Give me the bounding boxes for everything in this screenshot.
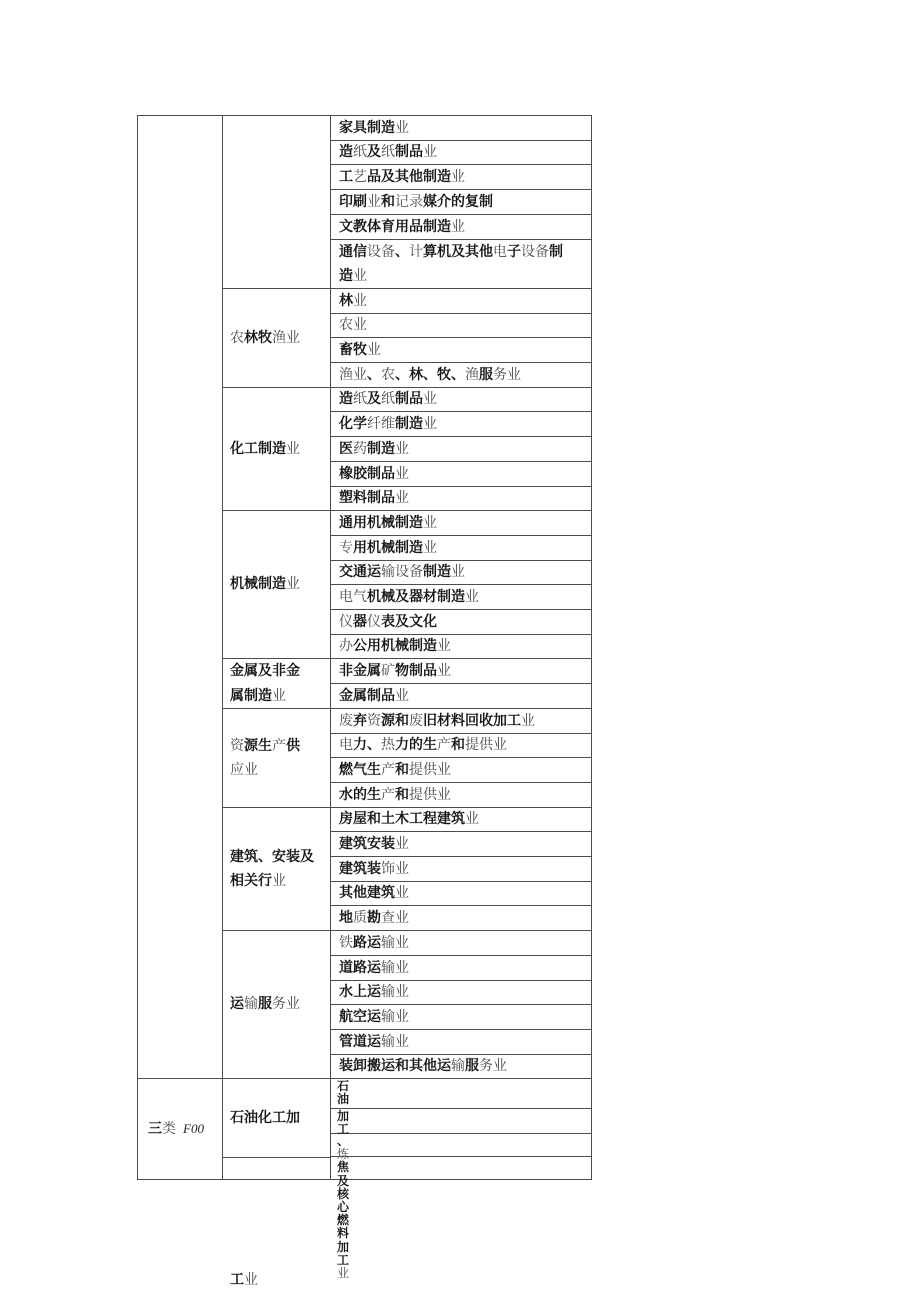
industry-cell bbox=[331, 956, 591, 981]
light-text-run: 输业 bbox=[381, 959, 409, 976]
light-text-run: 务业 bbox=[493, 366, 521, 383]
bold-text-run: 房屋和土木工程建筑 bbox=[339, 811, 465, 828]
text-line bbox=[339, 412, 589, 436]
light-text-run: 设备 bbox=[521, 243, 549, 260]
bold-text-run: 服 bbox=[258, 996, 272, 1013]
light-text-run: 记录 bbox=[395, 193, 423, 210]
industry-cell-vertical bbox=[331, 1109, 591, 1137]
text-line bbox=[230, 845, 328, 869]
bold-text-run: 相关行 bbox=[230, 873, 272, 889]
text-line bbox=[339, 635, 589, 659]
category-cell bbox=[223, 1079, 330, 1158]
industry-cell bbox=[331, 338, 591, 363]
bold-text-run: 水的生 bbox=[339, 786, 381, 803]
bold-text-run: 和 bbox=[451, 737, 465, 754]
bold-text-run: 机械制造 bbox=[230, 576, 286, 593]
industry-cell bbox=[331, 1030, 591, 1055]
text-line bbox=[230, 326, 328, 350]
bold-text-run: 和 bbox=[381, 193, 395, 210]
light-text-run: 业 bbox=[395, 687, 409, 704]
bold-text-run: 林 bbox=[339, 292, 353, 309]
light-text-run: 业 bbox=[465, 811, 479, 828]
class-cell-empty bbox=[138, 116, 222, 1079]
light-text-run: 药 bbox=[353, 440, 367, 457]
light-text-run: 业 bbox=[451, 168, 465, 185]
industry-cell bbox=[331, 758, 591, 783]
bold-text-run: 林牧 bbox=[244, 329, 272, 346]
bold-text-run: 工 bbox=[230, 1272, 244, 1288]
bold-text-run: 器 bbox=[353, 613, 367, 630]
industry-column bbox=[331, 116, 591, 1281]
bold-text-run: 水上运 bbox=[339, 984, 381, 1001]
bold-text-run: 服 bbox=[479, 366, 493, 383]
light-text-run: 业 bbox=[423, 539, 437, 556]
industry-cell bbox=[331, 931, 591, 956]
light-text-run: 业 bbox=[395, 490, 409, 507]
category-cell bbox=[223, 289, 330, 388]
light-text-run: 热 bbox=[381, 737, 395, 754]
light-text-run: 业 bbox=[337, 1266, 350, 1281]
text-line bbox=[230, 659, 328, 683]
light-text-run: 业 bbox=[244, 1272, 258, 1288]
bold-text-run: 畜牧 bbox=[339, 341, 367, 358]
industry-classification-table bbox=[137, 115, 592, 1281]
bold-text-run: 用机械制造 bbox=[353, 539, 423, 556]
bold-text-run: 焦及核心燃料加工 bbox=[337, 1160, 350, 1267]
industry-cell bbox=[331, 832, 591, 857]
text-line bbox=[339, 314, 589, 338]
light-text-run: 业 bbox=[395, 119, 409, 136]
industry-cell bbox=[331, 857, 591, 882]
bold-text-run: 物制品 bbox=[395, 662, 437, 679]
text-line bbox=[339, 931, 589, 955]
light-text-run: 饰业 bbox=[381, 860, 409, 877]
bold-text-run: 勘 bbox=[367, 909, 381, 926]
industry-cell bbox=[331, 141, 591, 165]
light-text-run: 产 bbox=[381, 786, 395, 803]
bold-text-run: 建筑安装 bbox=[339, 835, 395, 852]
bold-text-run: 制品 bbox=[395, 144, 423, 161]
text-line bbox=[339, 734, 589, 758]
light-text-run: 农 bbox=[381, 366, 395, 383]
industry-cell-vertical bbox=[331, 1134, 591, 1281]
industry-cell bbox=[331, 684, 591, 709]
bold-text-run: 化工制造 bbox=[230, 440, 286, 457]
bold-text-run: 制造 bbox=[367, 440, 395, 457]
light-text-run: 纸 bbox=[353, 391, 367, 408]
text-line bbox=[339, 363, 589, 387]
light-text-run: 务业 bbox=[272, 996, 300, 1013]
vertical-text bbox=[337, 1110, 350, 1136]
bold-text-run: 、 bbox=[367, 366, 381, 383]
text-line bbox=[230, 684, 328, 708]
industry-cell bbox=[331, 561, 591, 585]
bold-text-run: 建筑、安装及 bbox=[230, 848, 314, 865]
bold-text-run: 航空运 bbox=[339, 1008, 381, 1025]
bold-text-run: 旧材料回收加工 bbox=[423, 712, 521, 729]
bold-text-run: 服 bbox=[465, 1058, 479, 1075]
bold-text-run: 造 bbox=[339, 391, 353, 408]
light-text-run: 农业 bbox=[339, 317, 367, 334]
bold-text-run: 地 bbox=[339, 909, 353, 926]
text-line bbox=[339, 561, 589, 585]
bold-text-run: 弃 bbox=[353, 712, 367, 729]
light-text-run: 业 bbox=[423, 144, 437, 161]
bold-text-run: 和 bbox=[395, 761, 409, 778]
bold-text-run: 燃气生 bbox=[339, 761, 381, 778]
bold-text-run: 机械及器材制造 bbox=[367, 588, 465, 605]
light-text-run: 电 bbox=[339, 737, 353, 754]
light-text-run: 仪 bbox=[367, 613, 381, 630]
bold-text-run: 制造 bbox=[395, 415, 423, 432]
text-line bbox=[339, 141, 589, 165]
industry-cell bbox=[331, 1055, 591, 1079]
class-code: F00 bbox=[183, 1120, 204, 1136]
bold-text-run: 力、 bbox=[353, 737, 381, 754]
category-cell bbox=[223, 388, 330, 511]
text-line bbox=[339, 116, 589, 140]
light-text-run: 纸 bbox=[381, 391, 395, 408]
bold-text-run: 路运 bbox=[353, 934, 381, 951]
text-line bbox=[339, 857, 589, 881]
light-text-run: 业 bbox=[286, 440, 300, 457]
light-text-run: 专 bbox=[339, 539, 353, 556]
text-line bbox=[339, 388, 589, 412]
category-cell bbox=[223, 511, 330, 659]
text-line bbox=[339, 956, 589, 980]
industry-cell bbox=[331, 635, 591, 659]
industry-cell bbox=[331, 585, 591, 610]
industry-cell bbox=[331, 190, 591, 215]
industry-cell bbox=[331, 783, 591, 808]
text-line bbox=[339, 437, 589, 461]
category-cell bbox=[223, 808, 330, 931]
bold-text-run: 其他建筑 bbox=[339, 885, 395, 902]
text-line bbox=[339, 338, 589, 362]
industry-cell bbox=[331, 808, 591, 832]
text-line bbox=[339, 808, 589, 832]
text-line bbox=[339, 684, 589, 708]
industry-cell bbox=[331, 1005, 591, 1030]
light-text-run: 业 bbox=[437, 662, 451, 679]
text-line bbox=[339, 659, 589, 683]
bold-text-run: 通用机械制造 bbox=[339, 514, 423, 531]
light-text-run: 提供业 bbox=[465, 737, 507, 754]
text-line bbox=[339, 832, 589, 856]
light-text-run: 艺 bbox=[353, 168, 367, 185]
text-line bbox=[339, 289, 589, 313]
light-text-run: 设备 bbox=[367, 243, 395, 260]
bold-text-run: 交通运 bbox=[339, 564, 381, 581]
text-line bbox=[339, 758, 589, 782]
text-line bbox=[339, 240, 589, 264]
category-column bbox=[223, 116, 331, 1179]
light-text-run: 业 bbox=[395, 835, 409, 852]
bold-text-run: 工 bbox=[339, 168, 353, 185]
bold-text-run: 石油 bbox=[337, 1079, 350, 1107]
vertical-text bbox=[337, 1080, 350, 1106]
industry-cell bbox=[331, 116, 591, 141]
text-line bbox=[339, 981, 589, 1005]
category-cell bbox=[223, 709, 330, 808]
text-line bbox=[339, 882, 589, 906]
text-line bbox=[230, 572, 328, 596]
text-line bbox=[339, 709, 589, 733]
text-line bbox=[339, 190, 589, 214]
bold-text-run: 家具制造 bbox=[339, 119, 395, 136]
text-line bbox=[230, 437, 328, 461]
bold-text-run: 塑料制品 bbox=[339, 490, 395, 507]
text-line bbox=[230, 992, 328, 1016]
light-text-run: 输 bbox=[451, 1058, 465, 1075]
text-line bbox=[339, 1005, 589, 1029]
bold-text-run: 属制造 bbox=[230, 687, 272, 704]
bold-text-run: 公用机械制造 bbox=[353, 638, 437, 655]
light-text-run: 炼 bbox=[337, 1147, 350, 1162]
text-line bbox=[339, 1055, 589, 1079]
light-text-run: 产 bbox=[437, 737, 451, 754]
light-text-run: 渔业 bbox=[339, 366, 367, 383]
light-text-run: 类 bbox=[162, 1120, 176, 1137]
bold-text-run: 源生 bbox=[244, 737, 272, 754]
industry-cell bbox=[331, 412, 591, 437]
light-text-run: 业 bbox=[272, 687, 286, 704]
text-line bbox=[230, 1106, 328, 1130]
text-line bbox=[230, 758, 328, 782]
industry-cell bbox=[331, 734, 591, 758]
light-text-run: 质 bbox=[353, 909, 367, 926]
bold-text-run: 造 bbox=[339, 144, 353, 161]
industry-cell bbox=[331, 388, 591, 412]
category-cell-empty bbox=[223, 116, 330, 289]
light-text-run: 输 bbox=[244, 996, 258, 1013]
category-cell-empty bbox=[223, 1158, 330, 1179]
industry-cell bbox=[331, 437, 591, 462]
bold-text-run: 子 bbox=[507, 243, 521, 260]
industry-cell bbox=[331, 314, 591, 338]
light-text-run: 业 bbox=[451, 564, 465, 581]
light-text-run: 务业 bbox=[479, 1058, 507, 1075]
industry-cell-vertical bbox=[331, 1079, 591, 1109]
text-line bbox=[339, 215, 589, 239]
bold-text-run: 文教体育用品制造 bbox=[339, 218, 451, 235]
bold-text-run: 医 bbox=[339, 440, 353, 457]
light-text-run: 应业 bbox=[230, 762, 258, 778]
light-text-run: 业 bbox=[423, 415, 437, 432]
bold-text-run: 源和 bbox=[381, 712, 409, 729]
class-column bbox=[138, 116, 223, 1179]
bold-text-run: 供 bbox=[286, 737, 300, 754]
light-text-run: 产 bbox=[381, 761, 395, 778]
industry-cell bbox=[331, 906, 591, 931]
light-text-run: 纸 bbox=[353, 144, 367, 161]
bold-text-run: 制品 bbox=[395, 391, 423, 408]
bold-text-run: 管道运 bbox=[339, 1033, 381, 1050]
industry-cell bbox=[331, 709, 591, 734]
industry-cell bbox=[331, 240, 591, 289]
light-text-run: 业 bbox=[395, 465, 409, 482]
light-text-run: 提供业 bbox=[409, 786, 451, 803]
bold-text-run: 三 bbox=[148, 1120, 162, 1137]
text-line bbox=[339, 264, 589, 288]
light-text-run: 纤维 bbox=[367, 415, 395, 432]
light-text-run: 输业 bbox=[381, 1033, 409, 1050]
bold-text-run: 造 bbox=[339, 268, 353, 284]
light-text-run: 业 bbox=[353, 292, 367, 309]
bold-text-run: 金属及非金 bbox=[230, 663, 300, 680]
light-text-run: 业 bbox=[353, 268, 367, 284]
text-line bbox=[339, 462, 589, 486]
light-text-run: 业 bbox=[521, 712, 535, 729]
light-text-run: 资 bbox=[367, 712, 381, 729]
light-text-run: 仪 bbox=[339, 613, 353, 630]
industry-cell bbox=[331, 882, 591, 906]
light-text-run: 业 bbox=[286, 576, 300, 593]
bold-text-run: 力的生 bbox=[395, 737, 437, 754]
light-text-run: 业 bbox=[423, 514, 437, 531]
bold-text-run: 化学 bbox=[339, 415, 367, 432]
text-line bbox=[230, 734, 328, 758]
bold-text-run: 、 bbox=[395, 243, 409, 260]
industry-cell bbox=[331, 511, 591, 536]
industry-cell bbox=[331, 659, 591, 684]
text-line bbox=[339, 165, 589, 189]
light-text-run: 业 bbox=[465, 588, 479, 605]
light-text-run: 电气 bbox=[339, 588, 367, 605]
light-text-run: 业 bbox=[423, 391, 437, 408]
industry-cell bbox=[331, 289, 591, 314]
bold-text-run: 、 bbox=[337, 1134, 350, 1148]
category-cell bbox=[223, 659, 330, 709]
text-line bbox=[339, 610, 589, 634]
bold-text-run: 橡胶制品 bbox=[339, 465, 395, 482]
industry-cell bbox=[331, 487, 591, 511]
light-text-run: 输业 bbox=[381, 934, 409, 951]
bold-text-run: 通信 bbox=[339, 243, 367, 260]
light-text-run: 输业 bbox=[381, 1008, 409, 1025]
industry-cell bbox=[331, 165, 591, 190]
light-text-run: 业 bbox=[272, 873, 286, 889]
light-text-run: 资 bbox=[230, 737, 244, 754]
class-cell bbox=[138, 1079, 222, 1179]
text-line bbox=[230, 869, 328, 893]
text-line bbox=[339, 783, 589, 807]
light-text-run: 产 bbox=[272, 737, 286, 754]
industry-cell bbox=[331, 215, 591, 240]
bold-text-run: 表及文化 bbox=[381, 613, 437, 630]
light-text-run: 业 bbox=[367, 193, 381, 210]
light-text-run: 矿 bbox=[381, 662, 395, 679]
text-line bbox=[339, 1030, 589, 1054]
industry-cell bbox=[331, 981, 591, 1005]
light-text-run: 业 bbox=[367, 341, 381, 358]
industry-cell bbox=[331, 536, 591, 561]
bold-text-run: 、林、牧、 bbox=[395, 366, 465, 383]
bold-text-run: 非金属 bbox=[339, 662, 381, 679]
text-line bbox=[339, 536, 589, 560]
bold-text-run: 石油化工加 bbox=[230, 1109, 300, 1126]
bold-text-run: 品及其他制造 bbox=[367, 168, 451, 185]
light-text-run: 输设备 bbox=[381, 564, 423, 581]
light-text-run: 废 bbox=[409, 712, 423, 729]
bold-text-run: 制造 bbox=[423, 564, 451, 581]
light-text-run: 业 bbox=[395, 885, 409, 902]
bold-text-run: 和 bbox=[395, 786, 409, 803]
bold-text-run: 及 bbox=[367, 391, 381, 408]
bold-text-run: 印刷 bbox=[339, 193, 367, 210]
light-text-run: 业 bbox=[437, 638, 451, 655]
bold-text-run: 算机及其他 bbox=[423, 243, 493, 260]
bold-text-run: 建筑装 bbox=[339, 860, 381, 877]
class-label bbox=[148, 1117, 220, 1141]
light-text-run: 业 bbox=[395, 440, 409, 457]
bold-text-run: 及 bbox=[367, 144, 381, 161]
bold-text-run: 制 bbox=[549, 243, 563, 260]
bold-text-run: 加工 bbox=[337, 1109, 350, 1137]
industry-cell-empty bbox=[331, 1157, 591, 1179]
page-overflow-text bbox=[230, 1270, 258, 1290]
industry-cell bbox=[331, 610, 591, 635]
text-line bbox=[339, 906, 589, 930]
light-text-run: 业 bbox=[451, 218, 465, 235]
bold-text-run: 金属制品 bbox=[339, 687, 395, 704]
category-cell bbox=[223, 931, 330, 1079]
light-text-run: 输业 bbox=[381, 984, 409, 1001]
light-text-run: 铁 bbox=[339, 934, 353, 951]
bold-text-run: 运 bbox=[230, 996, 244, 1013]
bold-text-run: 道路运 bbox=[339, 959, 381, 976]
light-text-run: 计 bbox=[409, 243, 423, 260]
light-text-run: 电 bbox=[493, 243, 507, 260]
bold-text-run: 装卸搬运和其他运 bbox=[339, 1058, 451, 1075]
text-line bbox=[339, 585, 589, 609]
light-text-run: 查业 bbox=[381, 909, 409, 926]
light-text-run: 农 bbox=[230, 329, 244, 346]
light-text-run: 提供业 bbox=[409, 761, 451, 778]
light-text-run: 渔 bbox=[465, 366, 479, 383]
light-text-run: 纸 bbox=[381, 144, 395, 161]
text-line bbox=[339, 511, 589, 535]
light-text-run: 办 bbox=[339, 638, 353, 655]
bold-text-run: 媒介的复制 bbox=[423, 193, 493, 210]
industry-cell bbox=[331, 363, 591, 388]
text-line bbox=[339, 487, 589, 511]
industry-cell bbox=[331, 462, 591, 487]
light-text-run: 渔业 bbox=[272, 329, 300, 346]
light-text-run: 废 bbox=[339, 712, 353, 729]
